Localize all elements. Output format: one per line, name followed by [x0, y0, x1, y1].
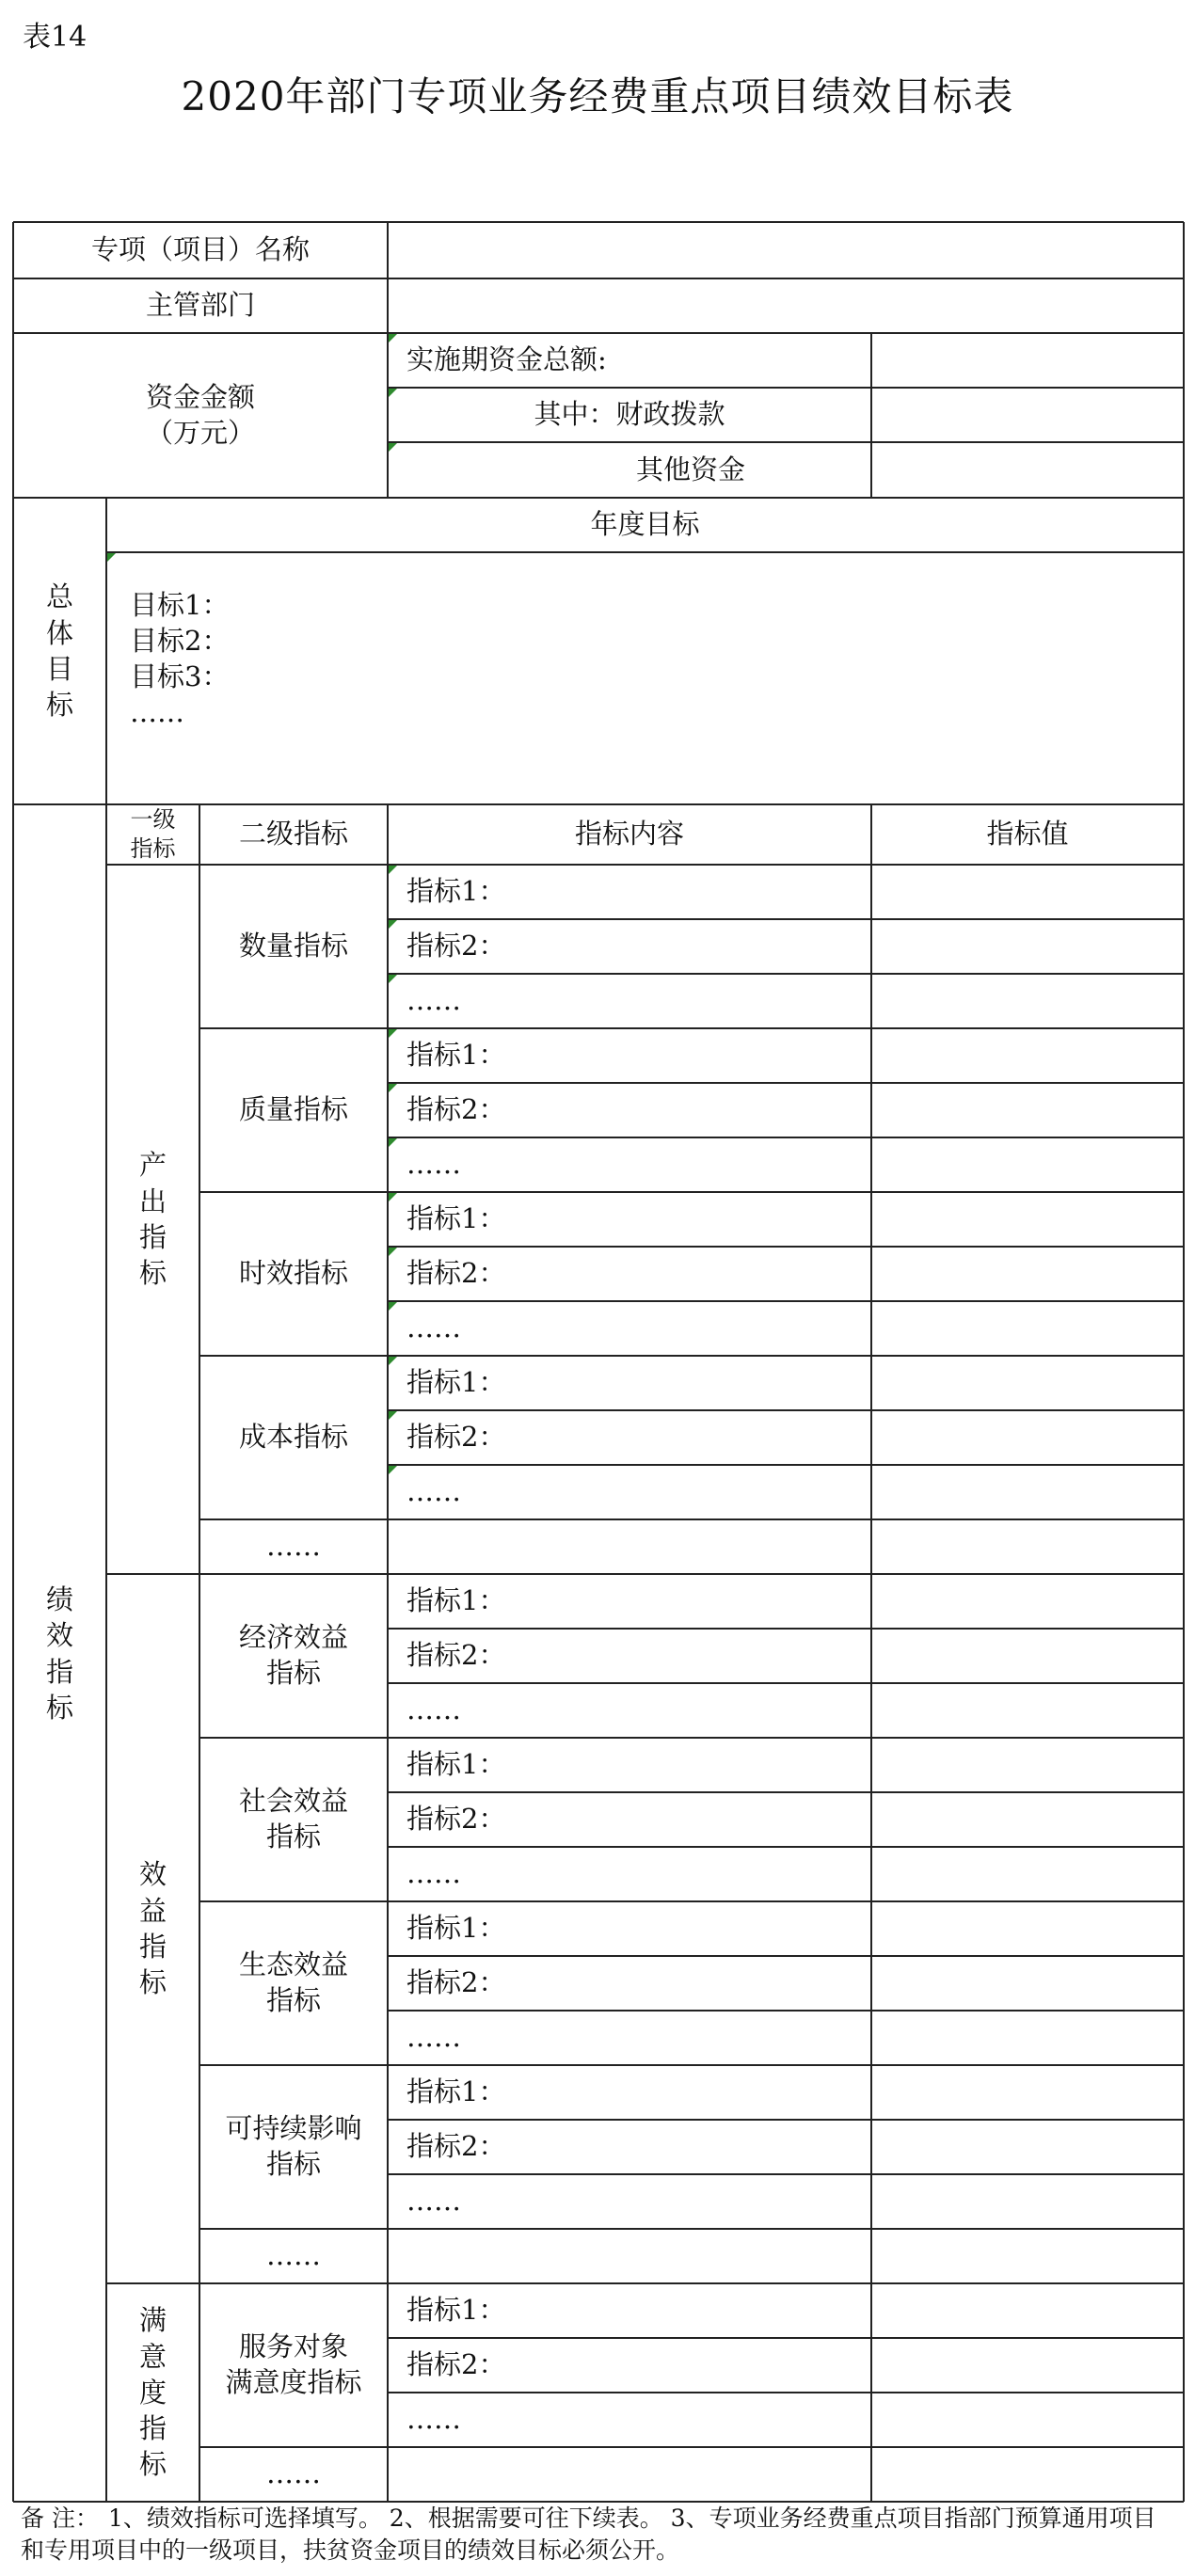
indicator-value-cell[interactable]: [871, 2338, 1184, 2393]
indicator-content-cell[interactable]: ……: [406, 1693, 461, 1726]
cell-marker-icon: [389, 334, 397, 342]
overall-goal-label-char-3: 标: [45, 689, 73, 722]
level2-indicator-cell: [199, 1356, 388, 1519]
indicator-content-cell[interactable]: ……: [406, 2185, 461, 2218]
indicator-content-cell[interactable]: 指标1：: [406, 1039, 506, 1072]
indicator-content-cell[interactable]: 指标2：: [406, 1093, 506, 1126]
other-funding-label: 其他资金: [635, 453, 745, 485]
level1-label-char-1: 意: [138, 2340, 167, 2373]
indicator-value-cell[interactable]: [871, 2065, 1184, 2120]
indicator-value-cell[interactable]: [871, 865, 1184, 919]
indicator-value-cell[interactable]: [871, 2174, 1184, 2229]
level2-label-line-2: 指标: [265, 1821, 321, 1852]
level2-indicator-header: 二级指标: [238, 818, 348, 851]
indicator-value-cell[interactable]: [871, 2120, 1184, 2174]
indicator-value-cell[interactable]: [871, 2283, 1184, 2338]
performance-label-char-1: 效: [45, 1619, 73, 1652]
cell-marker-icon: [389, 1138, 397, 1147]
indicator-content-cell[interactable]: ……: [406, 1475, 461, 1508]
level1-label-char-0: 产: [138, 1149, 167, 1182]
indicator-content-cell[interactable]: ……: [406, 1857, 461, 1890]
table-note: [21, 2503, 1178, 2567]
level2-label-line-1: 社会效益: [238, 1785, 348, 1818]
level2-label-line-1: 可持续影响: [225, 2112, 362, 2145]
cell-marker-icon: [389, 1411, 397, 1420]
funding-unit-text: （万元）: [145, 416, 255, 449]
level1-header-line1: 一级: [130, 805, 176, 833]
other-funding-field[interactable]: [871, 442, 1184, 498]
level1-label-char-0: 效: [138, 1858, 167, 1891]
department-field[interactable]: [388, 278, 1184, 333]
fiscal-allocation-field[interactable]: [871, 388, 1184, 442]
note-label: 备 注：: [21, 2504, 99, 2532]
cell-marker-icon: [389, 1302, 397, 1311]
cell-marker-icon: [389, 443, 397, 452]
performance-label-char-3: 标: [45, 1691, 73, 1724]
indicator-value-cell[interactable]: [871, 1301, 1184, 1356]
level2-more-blank-cell[interactable]: [388, 1519, 1184, 1574]
level2-label-line-1: 质量指标: [238, 1093, 348, 1126]
cell-marker-icon: [389, 975, 397, 983]
cell-marker-icon: [389, 389, 397, 397]
project-name-label: 专项（项目）名称: [90, 233, 310, 266]
indicator-value-cell[interactable]: [871, 1847, 1184, 1901]
indicator-content-cell[interactable]: 指标1：: [406, 2294, 506, 2327]
level2-label-line-2: 指标: [265, 1984, 321, 2016]
cell-marker-icon: [389, 866, 397, 874]
level2-more-blank-cell[interactable]: [388, 2447, 1184, 2502]
indicator-content-cell[interactable]: ……: [406, 2403, 461, 2436]
indicator-content-cell[interactable]: 指标1：: [406, 1584, 506, 1617]
level2-indicator-cell: [199, 1901, 388, 2065]
indicator-value-cell[interactable]: [871, 974, 1184, 1028]
indicator-value-cell[interactable]: [871, 1574, 1184, 1629]
indicator-content-cell[interactable]: 指标2：: [406, 1803, 506, 1836]
indicator-value-cell[interactable]: [871, 1028, 1184, 1083]
indicator-value-cell[interactable]: [871, 919, 1184, 974]
indicator-value-cell[interactable]: [871, 1738, 1184, 1792]
cell-marker-icon: [389, 1466, 397, 1474]
level1-label-char-2: 指: [138, 1931, 167, 1963]
level2-indicator-cell: [199, 1028, 388, 1192]
cell-marker-icon: [389, 1029, 397, 1038]
overall-goal-label: [13, 498, 106, 804]
page-title: 2020年部门专项业务经费重点项目绩效目标表: [181, 73, 1014, 119]
indicator-content-cell[interactable]: ……: [406, 2021, 461, 2054]
level2-label-line-2: 指标: [265, 2148, 321, 2180]
goal-line-4: ……: [130, 696, 184, 728]
indicator-content-cell[interactable]: ……: [406, 1148, 461, 1181]
level2-indicator-cell: [199, 2065, 388, 2229]
level2-more-blank-cell[interactable]: [388, 2229, 1184, 2283]
indicator-content-header: 指标内容: [574, 818, 684, 851]
level2-indicator-cell: [199, 2283, 388, 2447]
department-label: 主管部门: [145, 289, 255, 322]
level1-label-char-2: 度: [138, 2376, 167, 2409]
indicator-content-cell[interactable]: 指标1：: [406, 1202, 506, 1235]
indicator-value-cell[interactable]: [871, 1083, 1184, 1137]
level2-indicator-cell: [199, 1192, 388, 1356]
level2-indicator-cell: [199, 865, 388, 1028]
fiscal-allocation-label: 其中：财政拨款: [534, 398, 725, 431]
performance-label-char-2: 指: [45, 1655, 73, 1688]
level1-label-char-3: 标: [138, 1257, 167, 1290]
goal-line-3: 目标3：: [130, 660, 230, 692]
indicator-content-cell[interactable]: 指标2：: [406, 930, 506, 962]
level1-label-char-1: 益: [138, 1894, 167, 1927]
level2-label-line-1: 服务对象: [238, 2330, 348, 2363]
level2-more-cell: ……: [266, 1530, 321, 1563]
level1-label-char-2: 指: [138, 1221, 167, 1253]
level2-label-line-1: 时效指标: [238, 1257, 348, 1290]
indicator-value-cell[interactable]: [871, 1410, 1184, 1465]
level2-label-line-2: 满意度指标: [225, 2366, 362, 2398]
indicator-value-cell[interactable]: [871, 2393, 1184, 2447]
cell-marker-icon: [389, 920, 397, 929]
level2-more-cell: ……: [266, 2457, 321, 2490]
indicator-value-cell[interactable]: [871, 1356, 1184, 1410]
indicator-value-cell[interactable]: [871, 1247, 1184, 1301]
indicator-value-cell[interactable]: [871, 1137, 1184, 1192]
level1-label-char-1: 出: [138, 1185, 167, 1217]
indicator-value-cell[interactable]: [871, 1901, 1184, 1956]
indicator-content-cell[interactable]: 指标1：: [406, 1748, 506, 1781]
indicator-content-cell[interactable]: 指标1：: [406, 1912, 506, 1945]
level2-more-cell: ……: [266, 2239, 321, 2272]
indicator-value-header: 指标值: [986, 818, 1069, 851]
level2-label-line-1: 经济效益: [238, 1621, 348, 1654]
indicator-content-cell[interactable]: 指标2：: [406, 2130, 506, 2163]
level1-label-char-3: 指: [138, 2412, 167, 2445]
goal-line-2: 目标2：: [130, 625, 230, 657]
indicator-content-cell[interactable]: 指标2：: [406, 1257, 506, 1290]
indicator-content-cell[interactable]: 指标1：: [406, 2075, 506, 2108]
level2-label-line-2: 指标: [265, 1657, 321, 1689]
level2-indicator-cell: [199, 1574, 388, 1738]
performance-label-char-0: 绩: [45, 1582, 73, 1615]
indicator-content-cell[interactable]: 指标2：: [406, 1421, 506, 1454]
annual-goal-header: 年度目标: [590, 508, 700, 541]
level1-label-char-0: 满: [138, 2304, 167, 2337]
level2-label-line-1: 成本指标: [238, 1421, 348, 1454]
cell-marker-icon: [389, 1193, 397, 1201]
cell-marker-icon: [389, 1084, 397, 1092]
level2-label-line-1: 数量指标: [238, 930, 348, 962]
overall-goal-label-char-2: 目: [45, 653, 73, 685]
indicator-content-cell[interactable]: 指标2：: [406, 1966, 506, 1999]
level1-header-line2: 指标: [130, 835, 176, 862]
indicator-value-cell[interactable]: [871, 1192, 1184, 1247]
indicator-value-cell[interactable]: [871, 1683, 1184, 1738]
indicator-content-cell[interactable]: 指标1：: [406, 1366, 506, 1399]
indicator-value-cell[interactable]: [871, 1792, 1184, 1847]
funding-label-text: 资金金额: [145, 380, 255, 413]
level1-indicator-cell: [106, 2283, 199, 2502]
table-number-label: 表14: [23, 21, 88, 54]
performance-indicator-label: [13, 804, 106, 2503]
note-text: 1、绩效指标可选择填写。 2、根据需要可往下续表。 3、专项业务经费重点项目指部门预算通用项目和专用项目中的一级项目，扶贫资金项目的绩效目标必须公开。: [21, 2504, 1156, 2564]
indicator-value-cell[interactable]: [871, 1465, 1184, 1519]
level1-indicator-cell: [106, 1574, 199, 2283]
total-funding-label: 实施期资金总额:: [406, 343, 607, 376]
overall-goal-label-char-0: 总: [45, 580, 73, 613]
total-funding-field[interactable]: [871, 333, 1184, 388]
overall-goal-label-char-1: 体: [45, 616, 73, 649]
cell-marker-icon: [107, 553, 116, 562]
indicator-content-cell[interactable]: 指标2：: [406, 2348, 506, 2381]
funding-amount-label: [13, 333, 388, 498]
level1-label-char-4: 标: [138, 2448, 167, 2481]
level1-indicator-cell: [106, 865, 199, 1574]
indicator-content-cell[interactable]: ……: [406, 984, 461, 1017]
indicator-value-cell[interactable]: [871, 2011, 1184, 2065]
cell-marker-icon: [389, 1357, 397, 1365]
level2-indicator-cell: [199, 1738, 388, 1901]
cell-marker-icon: [389, 1248, 397, 1256]
level1-indicator-header: [106, 804, 199, 865]
annual-goal-content[interactable]: [130, 587, 229, 730]
indicator-value-cell[interactable]: [871, 1629, 1184, 1683]
goal-line-1: 目标1：: [130, 589, 230, 621]
level1-label-char-3: 标: [138, 1966, 167, 1999]
indicator-value-cell[interactable]: [871, 1956, 1184, 2011]
indicator-content-cell[interactable]: 指标2：: [406, 1639, 506, 1672]
level2-label-line-1: 生态效益: [238, 1948, 348, 1981]
indicator-content-cell[interactable]: 指标1：: [406, 875, 506, 908]
indicator-content-cell[interactable]: ……: [406, 1312, 461, 1344]
project-name-field[interactable]: [388, 222, 1184, 278]
